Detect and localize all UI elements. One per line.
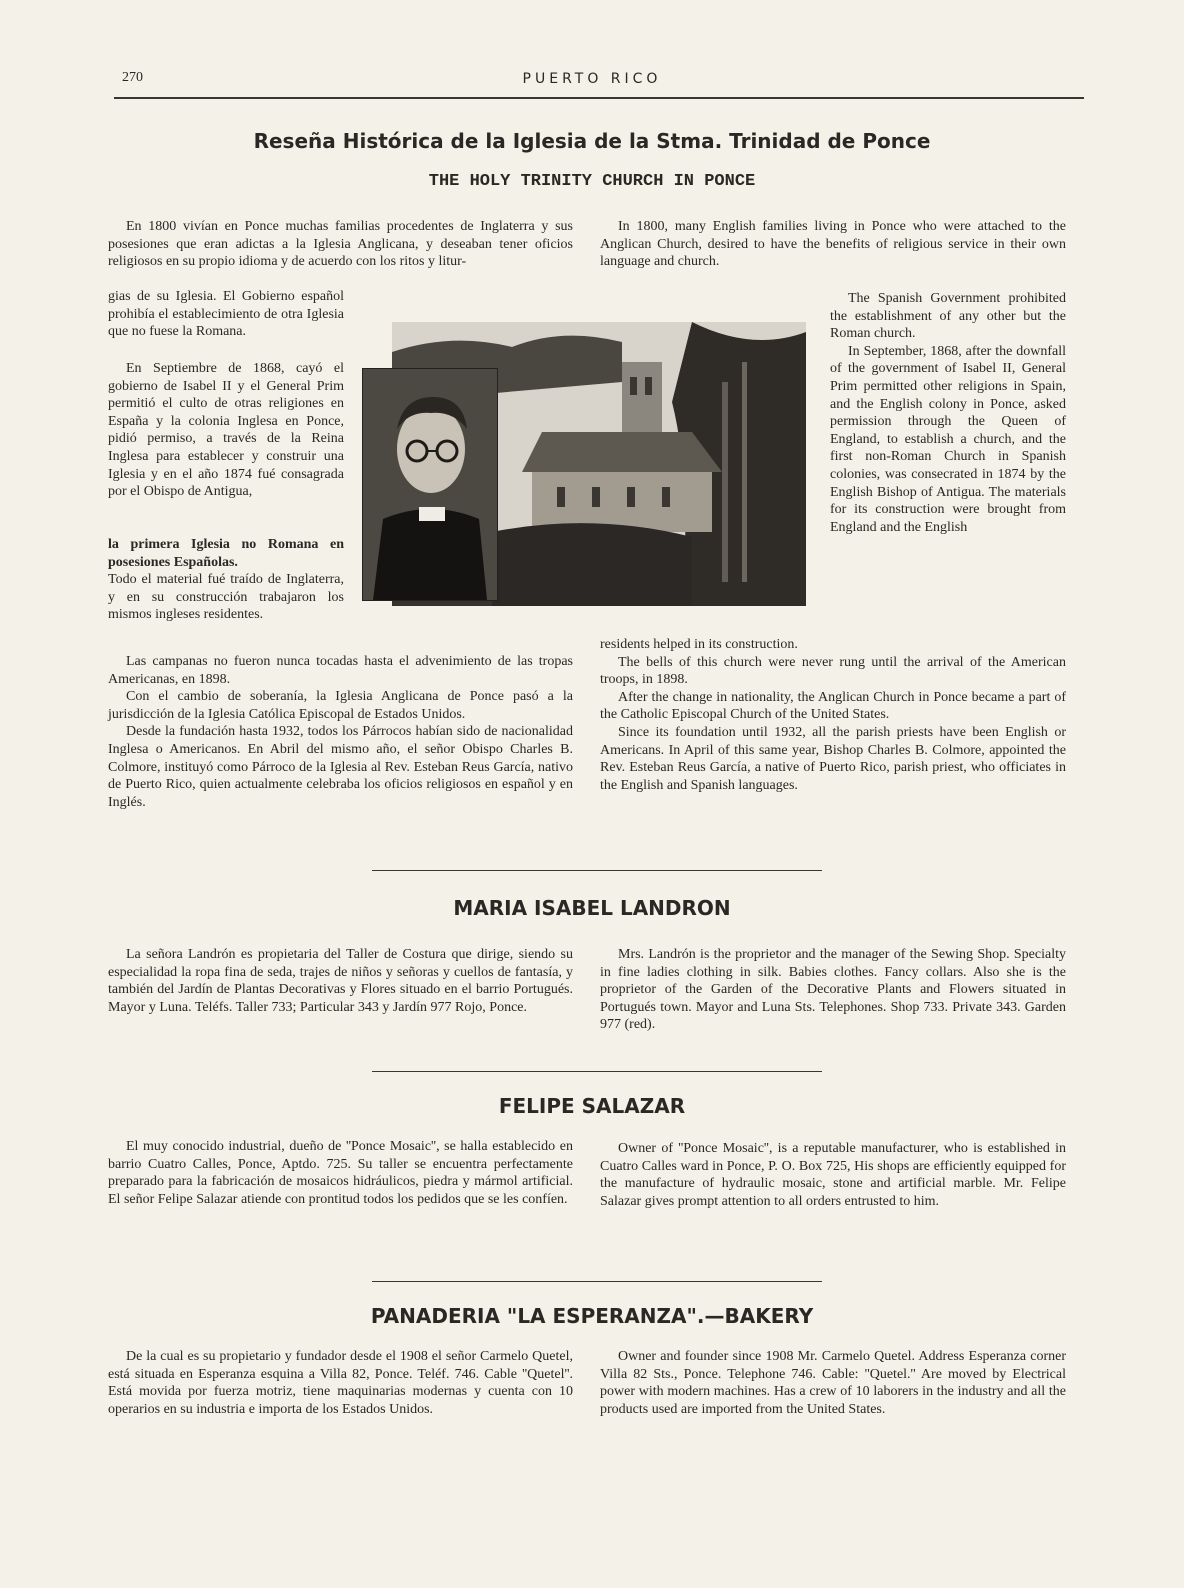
es-narrow-block-2: En Septiembre de 1868, cayó el gobierno de Isabel II y el General Prim permitió el culto de otras religiones en España y la colonia Inglesa en Ponce, pidió permiso, a través de la Reina Inglesa para establecer y construir una Iglesia y en el año 1874 fué consagrada por el Obispo de Antigua, bbox=[108, 361, 344, 500]
es-bold-block: la primera Iglesia no Romana en posesiones Españolas. Todo el material fué traído de Inglaterra, y en su construcción trabajaron los mismos ingleses residentes. bbox=[108, 537, 344, 623]
es-narrow-block: gias de su Iglesia. El Gobierno español prohibía el establecimiento de otra Iglesia que no fuese la Romana. bbox=[108, 289, 344, 340]
landron-en: Mrs. Landrón is the proprietor and the manager of the Sewing Shop. Specialty in fine ladies clothing in silk. Babies clothes. Fancy collars. Also she is the proprietor of the Garden of the Decorative Plants and Flowers situated in Portugués town. Mayor and Luna Sts. Telephones. Shop 733. Private 343. Garden 977 (red). bbox=[600, 947, 1066, 1033]
en-paragraph-1: In 1800, many English families living in Ponce who were attached to the Anglican Church, desired to have the benefits of religious service in their own language and church. bbox=[600, 219, 1066, 270]
running-title: PUERTO RICO bbox=[522, 71, 662, 87]
article-title: Reseña Histórica de la Iglesia de la Stma. Trinidad de Ponce bbox=[253, 129, 931, 153]
en-lower-block: residents helped in its construction. The bells of this church were never rung until the arrival of the American troops, in 1898. After the change in nationality, the Anglican Church in Ponce became a part of the Catholic Episcopal Church of the United States. Since its foundation until 1932, all the parish priests have been English or Americans. In April of this same year, Bishop Charles B. Colmore, appointed the Rev. Esteban Reus García, a native of Puerto Rico, parish priest, who officiates in the English and Spanish languages. bbox=[600, 637, 1066, 793]
en-narrow-block: The Spanish Government prohibited the establishment of any other but the Roman church. In September, 1868, after the downfall of the government of Isabel II, General Prim permitted other religions in Spain, and the English colony in Ponce, asked permission through the Queen of England, to establish a church, and the first non-Roman Church in Spanish colonies, was consecrated in 1874 by the English Bishop of Antigua. The materials for its construction were brought from England and the English bbox=[830, 291, 1066, 535]
salazar-title: FELIPE SALAZAR bbox=[498, 1094, 686, 1118]
salazar-es: El muy conocido industrial, dueño de ''Ponce Mosaic'', se halla establecido en barrio Cuatro Calles, Ponce, Aptdo. 725. Su taller se encuentra perfectamente preparado para la fabricación de mosaicos hidráulicos, piedra y mármol artificial. El señor Felipe Salazar atiende con prontitud todos los pedidos que se les confíen. bbox=[108, 1139, 573, 1207]
bakery-en: Owner and founder since 1908 Mr. Carmelo Quetel. Address Esperanza corner Villa 82 Sts., Ponce. Telephone 746. Cable: ''Quetel.'' Are moved by Electrical power with modern machines. Has a crew of 10 laborers in the industry and all the products used are imported from the United States. bbox=[600, 1349, 1066, 1417]
priest-portrait bbox=[362, 368, 498, 601]
section-rule-2 bbox=[372, 1071, 822, 1072]
landron-es: La señora Landrón es propietaria del Taller de Costura que dirige, siendo su especialidad la ropa fina de seda, trajes de niños y señoras y cuellos de fantasía, y también del Jardín de Plantas Decorativas y Flores situado en el barrio Portugués. Mayor y Luna. Teléfs. Taller 733; Particular 343 y Jardín 977 Rojo, Ponce. bbox=[108, 947, 573, 1015]
landron-title: MARIA ISABEL LANDRON bbox=[453, 896, 731, 920]
es-paragraph-1-full: En 1800 vivían en Ponce muchas familias procedentes de Inglaterra y sus posesiones que eran adictas a la Iglesia Anglicana, y deseaban tener oficios religiosos en su propio idioma y de acuerdo con los ritos y litur- bbox=[108, 219, 573, 270]
section-rule-3 bbox=[372, 1281, 822, 1282]
bakery-es: De la cual es su propietario y fundador desde el 1908 el señor Carmelo Quetel, está situada en Esperanza esquina a Villa 82, Ponce. Teléf. 746. Cable ''Quetel''. Está movida por fuerza motriz, tiene maquinarias modernas y cuenta con 10 operarios en su industria e importa de los Estados Unidos. bbox=[108, 1349, 573, 1417]
header-rule bbox=[114, 97, 1084, 99]
es-lower-block: Las campanas no fueron nunca tocadas hasta el advenimiento de las tropas Americanas, en 1898. Con el cambio de soberanía, la Iglesia Anglicana de Ponce pasó a la jurisdicción de la Iglesia Católica Episcopal de Estados Unidos. Desde la fundación hasta 1932, todos los Párrocos habían sido de nacionalidad Inglesa o Americanos. En Abril del mismo año, el señor Obispo Charles B. Colmore, instituyó como Párroco de la Iglesia al Rev. Esteban Reus García, nativo de Puerto Rico, quien actualmente celebraba los oficios religiosos en español y en Inglés. bbox=[108, 654, 573, 810]
article-subtitle: THE HOLY TRINITY CHURCH IN PONCE bbox=[428, 172, 756, 191]
salazar-en: Owner of ''Ponce Mosaic'', is a reputable manufacturer, who is established in Cuatro Calles ward in Ponce, P. O. Box 725, His shops are efficiently equipped for the manufacture of hydraulic mosaic, stone and artificial marble. Mr. Felipe Salazar gives prompt attention to all orders entrusted to him. bbox=[600, 1141, 1066, 1209]
section-rule-1 bbox=[372, 870, 822, 871]
bakery-title: PANADERIA "LA ESPERANZA".—BAKERY bbox=[370, 1304, 814, 1328]
page-number: 270 bbox=[122, 70, 143, 85]
